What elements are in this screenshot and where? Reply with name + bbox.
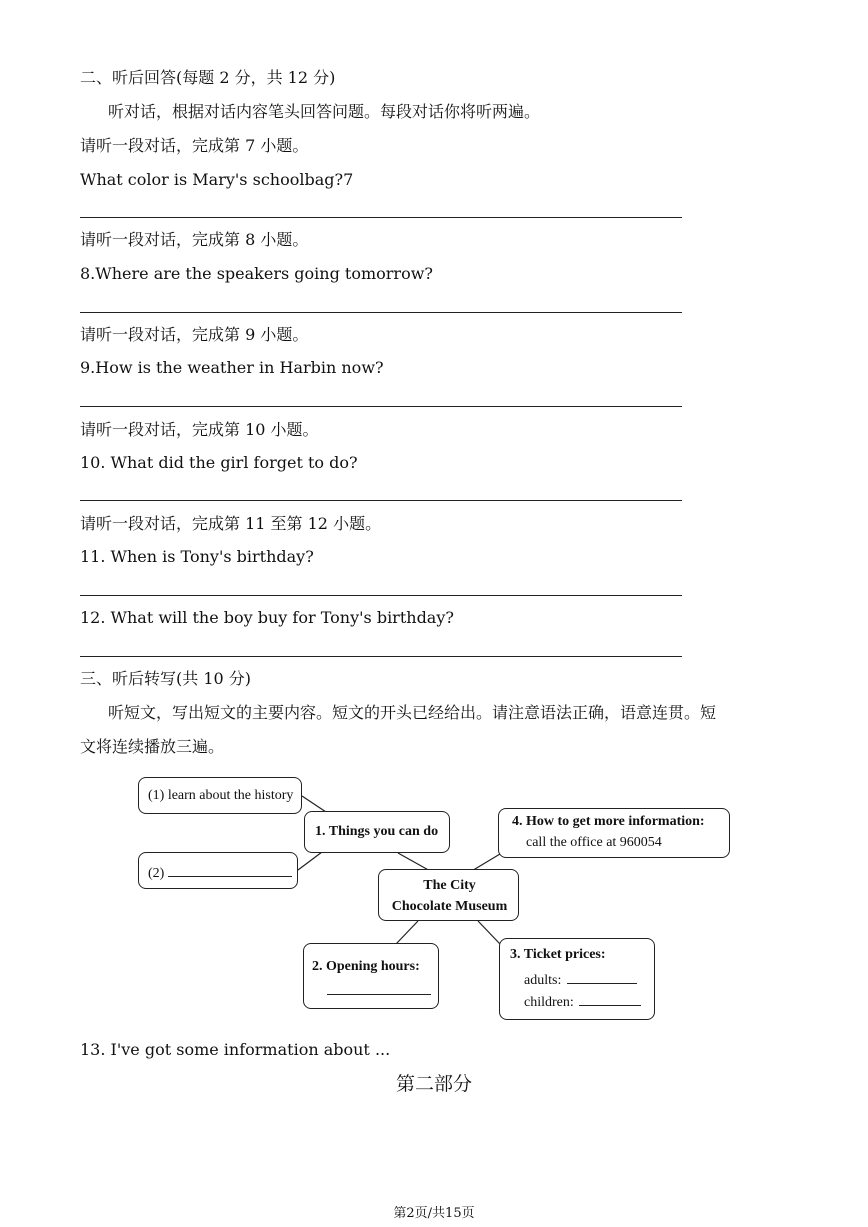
q7-prompt: 请听一段对话，完成第 7 小题。 [80, 136, 309, 155]
hours-blank[interactable] [327, 980, 431, 995]
part2-title: 第二部分 [395, 1073, 472, 1095]
center-line1: The City [423, 878, 476, 893]
center-line2: Chocolate Museum [391, 899, 508, 914]
things-title: 1. Things you can do [315, 824, 439, 839]
prices-box [499, 938, 655, 1020]
prices-title: 3. Ticket prices: [510, 947, 606, 962]
item2-text [148, 862, 292, 883]
item2-blank[interactable] [168, 862, 292, 877]
children-label: children: [524, 995, 574, 1010]
q8-question: 8.Where are the speakers going tomorrow? [80, 264, 433, 283]
info-box [498, 808, 730, 858]
q10-prompt: 请听一段对话，完成第 10 小题。 [80, 420, 319, 439]
hours-title: 2. Opening hours: [312, 959, 420, 974]
q8-prompt: 请听一段对话，完成第 8 小题。 [80, 230, 309, 249]
q11-question: 11. When is Tony's birthday? [80, 547, 314, 566]
page-footer: 第2页/共15页 [393, 1206, 475, 1221]
item2-box [138, 852, 298, 889]
item2-label: (2) [148, 866, 165, 881]
section3-heading: 三、听后转写(共 10 分) [80, 669, 252, 688]
q9-question: 9.How is the weather in Harbin now? [80, 358, 384, 377]
center-box [378, 869, 519, 921]
q11-prompt: 请听一段对话，完成第 11 至第 12 小题。 [80, 514, 382, 533]
hours-box [303, 943, 439, 1009]
children-blank[interactable] [579, 991, 641, 1006]
item1-text: (1) learn about the history [148, 788, 294, 803]
children-row [524, 991, 641, 1012]
q13-question: 13. I've got some information about ... [80, 1040, 391, 1059]
q9-prompt: 请听一段对话，完成第 9 小题。 [80, 325, 309, 344]
section3-instruction-1: 听短文，写出短文的主要内容。短文的开头已经给出。请注意语法正确，语意连贯。短 [108, 703, 717, 722]
info-title: 4. How to get more information: [512, 814, 705, 829]
adults-blank[interactable] [567, 969, 637, 984]
q7-question: What color is Mary's schoolbag?7 [80, 170, 354, 189]
section2-instruction: 听对话，根据对话内容笔头回答问题。每段对话你将听两遍。 [108, 102, 541, 121]
adults-row [524, 969, 637, 990]
things-box [304, 811, 450, 853]
section3-instruction-2: 文将连续播放三遍。 [80, 737, 225, 756]
q12-question: 12. What will the boy buy for Tony's birthday? [80, 608, 454, 627]
q10-question: 10. What did the girl forget to do? [80, 453, 358, 472]
adults-label: adults: [524, 973, 562, 988]
section2-heading: 二、听后回答(每题 2 分，共 12 分) [80, 68, 336, 87]
info-detail: call the office at 960054 [526, 835, 662, 850]
item1-box [138, 777, 302, 814]
